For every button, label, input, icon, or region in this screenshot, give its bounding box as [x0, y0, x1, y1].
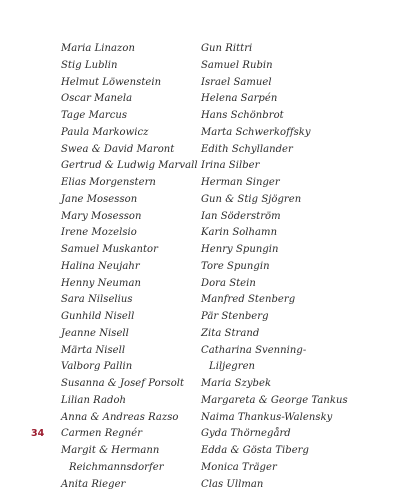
list-item: Märta Nisell	[61, 343, 191, 360]
list-item: Samuel Rubin	[201, 58, 351, 75]
list-item: Mary Mosesson	[61, 209, 191, 226]
list-item: Valborg Pallin	[61, 359, 191, 376]
list-item: Paula Markowicz	[61, 125, 191, 142]
list-item: Sara Nilselius	[61, 292, 191, 309]
list-item: Catharina Svenning-	[201, 343, 351, 360]
list-item: Naima Thankus-Walensky	[201, 410, 351, 427]
names-column-left	[61, 41, 191, 493]
list-item: Gun Rittri	[201, 41, 351, 58]
list-item: Lilian Radoh	[61, 393, 191, 410]
list-item: Samuel Muskantor	[61, 242, 191, 259]
page-number: 34	[31, 428, 44, 439]
names-column-right	[201, 41, 351, 493]
list-item: Halina Neujahr	[61, 259, 191, 276]
list-item: Elias Morgenstern	[61, 175, 191, 192]
list-item: Gyda Thörnegård	[201, 426, 351, 443]
list-item: Oscar Manela	[61, 91, 191, 108]
list-item: Carmen Regnér	[61, 426, 191, 443]
list-item: Monica Träger	[201, 460, 351, 477]
list-item: Jane Mosesson	[61, 192, 191, 209]
list-item: Maria Linazon	[61, 41, 191, 58]
list-item: Israel Samuel	[201, 75, 351, 92]
list-item: Margareta & George Tankus	[201, 393, 351, 410]
list-item: Manfred Stenberg	[201, 292, 351, 309]
list-item: Henry Spungin	[201, 242, 351, 259]
list-item: Karin Solhamn	[201, 225, 351, 242]
list-item: Gun & Stig Sjögren	[201, 192, 351, 209]
list-item: Helmut Löwenstein	[61, 75, 191, 92]
list-item: Edda & Gösta Tiberg	[201, 443, 351, 460]
list-item: Herman Singer	[201, 175, 351, 192]
list-item: Gunhild Nisell	[61, 309, 191, 326]
list-item: Edith Schyllander	[201, 142, 351, 159]
list-item: Anita Rieger	[61, 477, 191, 493]
list-item: Clas Ullman	[201, 477, 351, 493]
list-item: Henny Neuman	[61, 276, 191, 293]
list-item: Dora Stein	[201, 276, 351, 293]
list-item: Irene Mozelsio	[61, 225, 191, 242]
list-item: Swea & David Maront	[61, 142, 191, 159]
list-item: Susanna & Josef Porsolt	[61, 376, 191, 393]
list-item: Irina Silber	[201, 158, 351, 175]
list-item: Anna & Andreas Razso	[61, 410, 191, 427]
list-item: Zita Strand	[201, 326, 351, 343]
list-item: Ian Söderström	[201, 209, 351, 226]
list-item: Tore Spungin	[201, 259, 351, 276]
list-item-continuation: Reichmannsdorfer	[61, 460, 191, 477]
list-item: Tage Marcus	[61, 108, 191, 125]
list-item: Helena Sarpén	[201, 91, 351, 108]
list-item: Marta Schwerkoffsky	[201, 125, 351, 142]
list-item: Gertrud & Ludwig Marvall	[61, 158, 191, 175]
list-item: Stig Lublin	[61, 58, 191, 75]
list-item: Hans Schönbrot	[201, 108, 351, 125]
list-item: Margit & Hermann	[61, 443, 191, 460]
list-item-continuation: Liljegren	[201, 359, 351, 376]
list-item: Maria Szybek	[201, 376, 351, 393]
list-item: Jeanne Nisell	[61, 326, 191, 343]
list-item: Pär Stenberg	[201, 309, 351, 326]
